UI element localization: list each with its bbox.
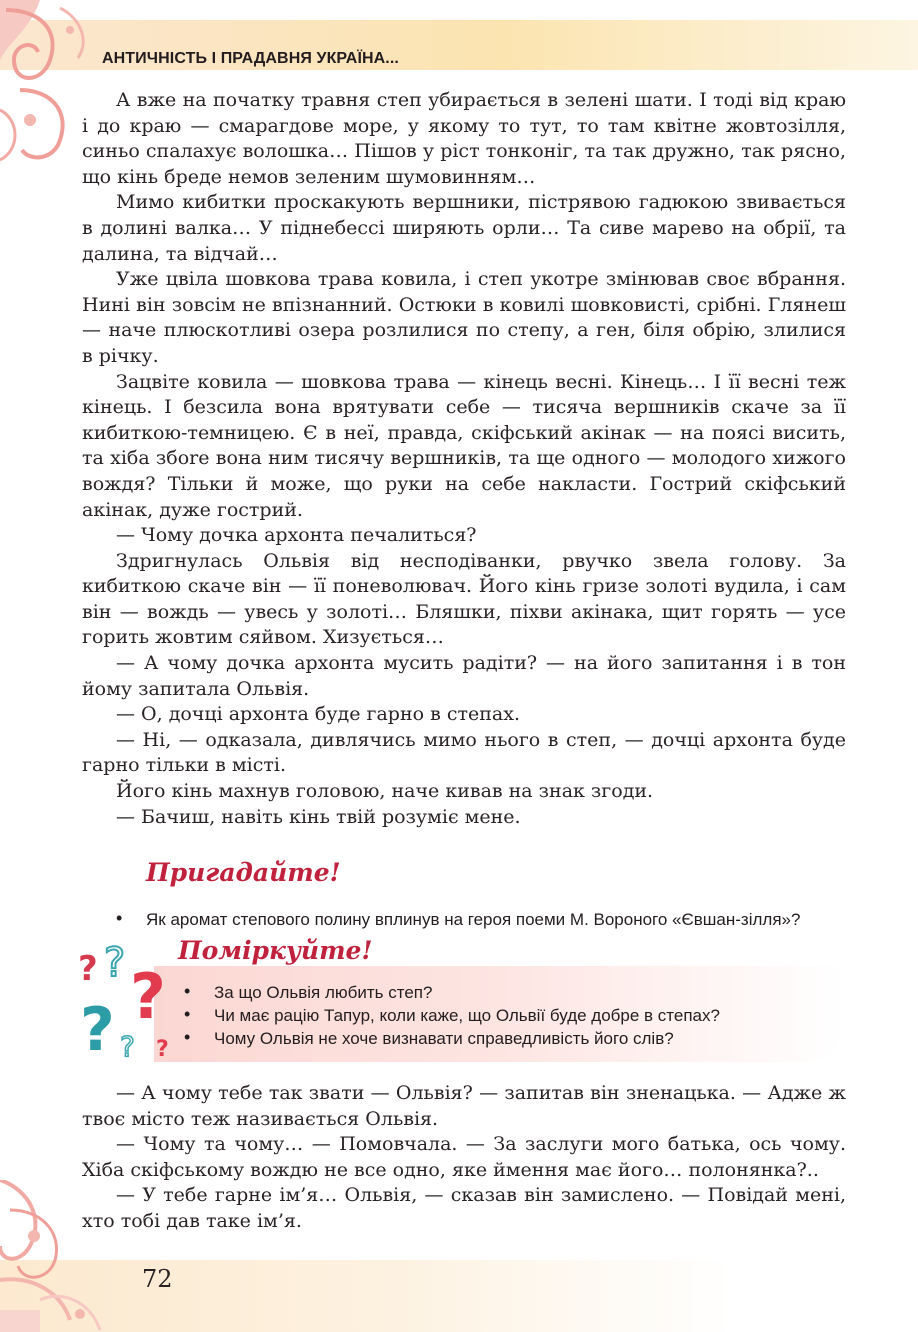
- paragraph: Здригнулась Ольвія від несподіванки, рвучко звела голову. За кибиткою скаче він — її поневолювач. Його кінь гризе золоті вудила, і сам він — вождь — увесь у золоті… Бляшки, піхви акінака, щит горять — усе горить жовтим сяйвом. Хизується…: [82, 549, 846, 649]
- paragraph: А вже на початку травня степ убирається в зелені шати. І тоді від краю і до краю — смарагдове море, у якому то тут, то там квітне жовтозілля, синьо спалахує волошка… Пішов у ріст тонконіг, та так дружно, так рясно, що кінь бреде немов зеленим шумовинням…: [82, 89, 846, 188]
- paragraph: — О, дочці архонта буде гарно в степах.: [116, 703, 520, 726]
- bullet-icon: •: [116, 908, 123, 928]
- paragraph: Зацвіте ковила — шовкова трава — кінець весні. Кінець… І її весні теж кінець. І безсила вона врятувати себе — тисяча вершників скаче за її кибиткою-темницею. Є в неї, правда, скіфський акінак — на поясі висить, та хіба збore вона ним тисячу вершників, та ще одного — молодого хижого вождя? Тільки й може, що руки на себе накласти. Гострий скіфський акінак, дуже гострий.: [82, 370, 846, 521]
- paragraph: — Чому та чому… — Помовчала. — За заслуги мого батька, ось чому. Хіба скіфському вождю не все одно, яке ймення має його… полонянка?..: [82, 1133, 846, 1181]
- paragraph: — А чому дочка архонта мусить радіти? — на його запитання і в тон йому запитала Ольвія.: [82, 652, 846, 700]
- svg-text:?: ?: [104, 940, 126, 986]
- running-title: АНТИЧНІСТЬ І ПРАДАВНЯ УКРАЇНА...: [102, 50, 399, 67]
- bullet-icon: •: [184, 1004, 191, 1024]
- svg-text:?: ?: [156, 1037, 169, 1062]
- bullet-icon: •: [184, 981, 191, 1001]
- think-item-text: За що Ольвія любить степ?: [214, 983, 433, 1002]
- page-number: 72: [142, 1265, 173, 1293]
- paragraph: — Чому дочка архонта печалиться?: [116, 524, 477, 547]
- svg-text:?: ?: [120, 1030, 135, 1063]
- paragraph: Уже цвіла шовкова трава ковила, і степ укотре змінював своє вбрання. Нині він зовсім не впізнанний. Остюки в ковилі шовковисті, срібні. Глянеш — наче плюскотливі озера розлилися по степу, а ген, біля обрію, злилися в річку.: [82, 268, 846, 367]
- paragraph: — Бачиш, навіть кінь твій розуміє мене.: [116, 805, 521, 828]
- remember-item: [116, 908, 801, 930]
- remember-heading: Пригадайте!: [146, 858, 341, 887]
- question-marks-icon: [76, 940, 186, 1064]
- think-item: [184, 981, 433, 1003]
- body-text-top: [82, 88, 846, 830]
- ornament-corner-bottom-icon: [0, 1180, 160, 1332]
- svg-text:?: ?: [130, 960, 166, 1033]
- think-item: [184, 1004, 720, 1026]
- paragraph: — А чому тебе так звати — Ольвія? — запитав він зненацька. — Адже ж твоє місто теж називається Ольвія.: [82, 1082, 846, 1130]
- paragraph: — Ні, — одказала, дивлячись мимо нього в степ, — дочці архонта буде гарно тільки в місті.: [82, 728, 846, 777]
- remember-item-text: Як аромат степового полину вплинув на героя поеми М. Вороного «Євшан-зілля»?: [146, 910, 801, 929]
- svg-text:?: ?: [80, 995, 115, 1064]
- svg-text:?: ?: [78, 949, 98, 989]
- think-item: [184, 1027, 674, 1049]
- paragraph: Мимо кибитки проскакують вершники, пістрявою гадюкою звивається в долині валка… У піднебессі ширяють орли… Та сиве марево на обрії, та далина, та відчай…: [82, 191, 846, 265]
- think-item-text: Чи має рацію Тапур, коли каже, що Ольвії буде добре в степах?: [214, 1006, 720, 1025]
- think-heading: Поміркуйте!: [178, 936, 373, 965]
- think-item-text: Чому Ольвія не хоче визнавати справедливість його слів?: [214, 1029, 674, 1048]
- bullet-icon: •: [184, 1027, 191, 1047]
- paragraph: — У тебе гарне ім’я… Ольвія, — сказав він замислено. — Повідай мені, хто тобі дав таке ім’я.: [82, 1184, 846, 1232]
- body-text-bottom: [82, 1081, 846, 1235]
- paragraph: Його кінь махнув головою, наче кивав на знак згоди.: [116, 780, 654, 803]
